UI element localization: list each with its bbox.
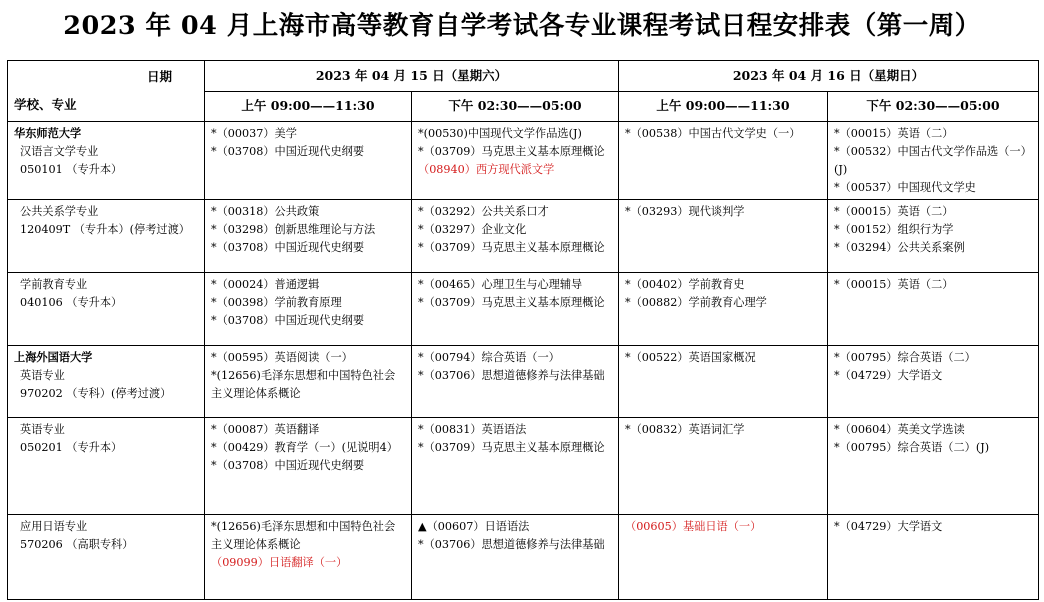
course-cell <box>205 515 412 600</box>
major-name: 英语专业 <box>20 423 65 436</box>
table-row <box>8 200 1039 273</box>
course-item: *（04729）大学语文 <box>834 520 943 533</box>
course-cell <box>619 273 828 346</box>
page-title: 2023 年 04 月上海市高等教育自学考试各专业课程考试日程安排表（第一周） <box>63 11 981 41</box>
course-cell <box>412 122 619 200</box>
course-item: ▲（00607）日语语法 <box>418 520 530 533</box>
course-item: *(12656)毛泽东思想和中国特色社会主义理论体系概论 <box>211 369 396 400</box>
course-item: *（03708）中国近现代史纲要 <box>211 459 365 472</box>
course-item: *（03709）马克思主义基本原理概论 <box>418 441 605 454</box>
course-item: *（00795）综合英语（二） <box>834 351 976 364</box>
course-item: *（03708）中国近现代史纲要 <box>211 241 365 254</box>
course-item: *（03706）思想道德修养与法律基础 <box>418 369 605 382</box>
table-row <box>8 346 1039 418</box>
course-cell <box>412 273 619 346</box>
course-item: *(00530)中国现代文学作品选(J) <box>418 127 582 140</box>
course-cell <box>828 346 1039 418</box>
slot-header-2: 下午 02:30——05:00 <box>412 91 619 122</box>
course-item: *（00015）英语（二） <box>834 278 954 291</box>
course-cell <box>205 418 412 515</box>
major-cell <box>8 200 205 273</box>
course-item: *（03297）企业文化 <box>418 223 527 236</box>
corner-cell <box>8 61 205 122</box>
course-item: *（03706）思想道德修养与法律基础 <box>418 538 605 551</box>
course-item: *（00087）英语翻译 <box>211 423 320 436</box>
course-item-highlight: （00605）基础日语（一） <box>625 520 762 533</box>
major-name: 汉语言文学专业 <box>20 145 99 158</box>
course-item: *（00024）普通逻辑 <box>211 278 320 291</box>
course-cell <box>205 273 412 346</box>
course-item: *（03709）马克思主义基本原理概论 <box>418 296 605 309</box>
major-cell <box>8 346 205 418</box>
course-item: *（00522）英语国家概况 <box>625 351 756 364</box>
course-item: *（03709）马克思主义基本原理概论 <box>418 145 605 158</box>
major-cell <box>8 418 205 515</box>
course-cell <box>619 515 828 600</box>
course-item: *（00037）美学 <box>211 127 297 140</box>
major-code: 570206 （高职专科） <box>20 538 134 551</box>
course-cell <box>412 200 619 273</box>
slot-header-3: 上午 09:00——11:30 <box>619 91 828 122</box>
course-item: *（00831）英语语法 <box>418 423 527 436</box>
date-header-1: 2023 年 04 月 15 日（星期六） <box>205 61 619 92</box>
course-cell <box>828 515 1039 600</box>
major-code: 050101 （专升本） <box>20 163 123 176</box>
course-item: *（03293）现代谈判学 <box>625 205 745 218</box>
course-item: *（00538）中国古代文学史（一） <box>625 127 801 140</box>
course-item: *（00595）英语阅读（一） <box>211 351 353 364</box>
course-item: *（00604）英美文学选读 <box>834 423 965 436</box>
course-item: *（00537）中国现代文学史 <box>834 181 976 194</box>
major-code: 050201 （专升本） <box>20 441 123 454</box>
course-item: *（00015）英语（二） <box>834 205 954 218</box>
course-cell <box>828 122 1039 200</box>
course-item: *（00152）组织行为学 <box>834 223 954 236</box>
major-cell <box>8 515 205 600</box>
course-cell <box>619 346 828 418</box>
major-name: 公共关系学专业 <box>20 205 99 218</box>
major-cell <box>8 122 205 200</box>
schedule-table <box>7 60 1039 600</box>
major-cell <box>8 273 205 346</box>
course-item: *（00429）教育学（一）(见说明4） <box>211 441 398 454</box>
table-row <box>8 122 1039 200</box>
course-cell <box>828 418 1039 515</box>
course-item: *（03294）公共关系案例 <box>834 241 965 254</box>
course-item: *（00882）学前教育心理学 <box>625 296 767 309</box>
university-name: 上海外国语大学 <box>14 351 93 364</box>
course-item: *(12656)毛泽东思想和中国特色社会主义理论体系概论 <box>211 520 396 551</box>
header-row-dates <box>8 61 1039 92</box>
course-cell <box>828 200 1039 273</box>
course-item: *（04729）大学语文 <box>834 369 943 382</box>
major-code: 040106 （专升本） <box>20 296 123 309</box>
major-code: 120409T （专升本）(停考过渡） <box>20 223 190 236</box>
course-item: *（00532）中国古代文学作品选（一）(J) <box>834 145 1032 176</box>
course-cell <box>412 418 619 515</box>
course-cell <box>205 122 412 200</box>
table-row <box>8 515 1039 600</box>
course-item: *（00402）学前教育史 <box>625 278 745 291</box>
date-label: 日期 <box>146 69 172 84</box>
course-cell <box>205 346 412 418</box>
slot-header-4: 下午 02:30——05:00 <box>828 91 1039 122</box>
university-name: 华东师范大学 <box>14 127 82 140</box>
course-item: *（00465）心理卫生与心理辅导 <box>418 278 583 291</box>
course-item: *（00795）综合英语（二）(J) <box>834 441 990 454</box>
course-item: *（00318）公共政策 <box>211 205 320 218</box>
slot-header-1: 上午 09:00——11:30 <box>205 91 412 122</box>
course-item: *（03708）中国近现代史纲要 <box>211 314 365 327</box>
course-item: *（00015）英语（二） <box>834 127 954 140</box>
course-item: *（00398）学前教育原理 <box>211 296 342 309</box>
major-name: 英语专业 <box>20 369 65 382</box>
major-name: 应用日语专业 <box>20 520 88 533</box>
course-cell <box>619 418 828 515</box>
major-name: 学前教育专业 <box>20 278 88 291</box>
course-item: *（03709）马克思主义基本原理概论 <box>418 241 605 254</box>
course-item-highlight: （08940）西方现代派文学 <box>418 163 555 176</box>
course-cell <box>828 273 1039 346</box>
course-item: *（00832）英语词汇学 <box>625 423 745 436</box>
course-cell <box>619 200 828 273</box>
school-label: 学校、专业 <box>14 97 77 112</box>
major-code: 970202 （专科）(停考过渡） <box>20 387 172 400</box>
course-item-highlight: （09099）日语翻译（一） <box>211 556 348 569</box>
course-item: *（00794）综合英语（一） <box>418 351 560 364</box>
date-header-2: 2023 年 04 月 16 日（星期日） <box>619 61 1039 92</box>
course-cell <box>619 122 828 200</box>
course-cell <box>412 515 619 600</box>
table-row <box>8 273 1039 346</box>
course-cell <box>205 200 412 273</box>
course-item: *（03292）公共关系口才 <box>418 205 549 218</box>
course-item: *（03708）中国近现代史纲要 <box>211 145 365 158</box>
course-cell <box>412 346 619 418</box>
course-item: *（03298）创新思维理论与方法 <box>211 223 376 236</box>
table-row <box>8 418 1039 515</box>
